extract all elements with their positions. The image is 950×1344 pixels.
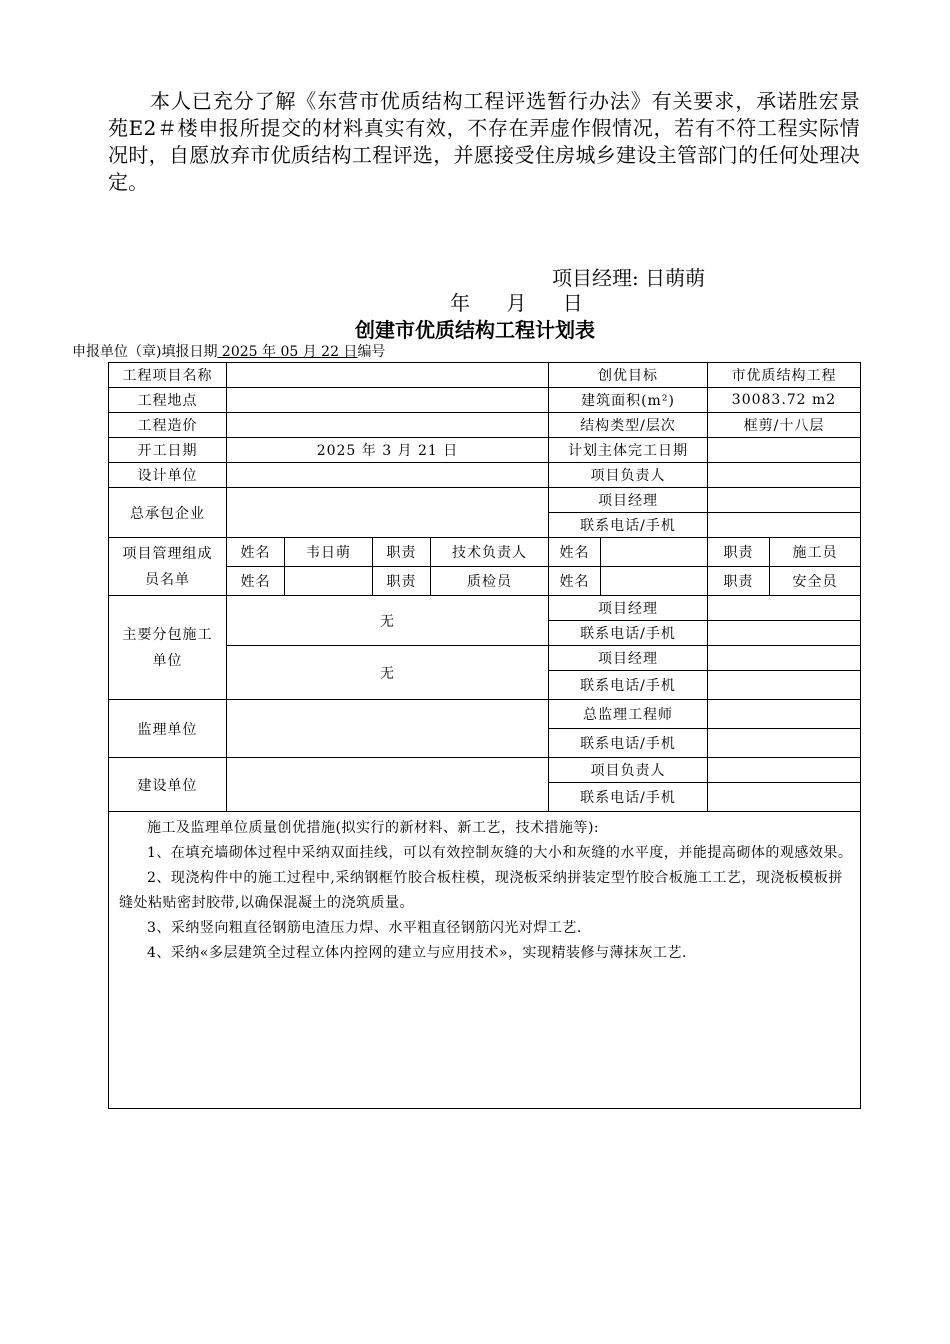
supervision-phone-label: 联系电话/手机 bbox=[549, 729, 708, 758]
measure-item: 3、采纳竖向粗直径钢筋电渣压力焊、水平粗直径钢筋闪光对焊工艺. bbox=[147, 920, 582, 936]
member-duty-label: 职责 bbox=[373, 538, 431, 567]
supervision-chief-label: 总监理工程师 bbox=[549, 700, 708, 729]
table-row bbox=[109, 812, 861, 1109]
supervision-chief-value bbox=[708, 700, 861, 729]
member-name-label: 姓名 bbox=[227, 567, 285, 596]
contractor-pm-value bbox=[708, 488, 861, 513]
table-row bbox=[109, 363, 861, 388]
measure-item: 1、在填充墙砌体过程中采纳双面挂线，可以有效控制灰缝的大小和灰缝的水平度，并能提高砌体的观感效果。 bbox=[147, 845, 853, 861]
member-duty: 质检员 bbox=[431, 567, 549, 596]
table-row bbox=[109, 538, 861, 567]
finish-date-label: 计划主体完工日期 bbox=[549, 438, 708, 463]
member-name bbox=[601, 538, 708, 567]
owner-label: 建设单位 bbox=[109, 758, 227, 812]
structure-value: 框剪/十八层 bbox=[708, 413, 861, 438]
member-name-label: 姓名 bbox=[549, 567, 601, 596]
date-month: 月 bbox=[506, 291, 527, 315]
contractor-phone-label: 联系电话/手机 bbox=[549, 513, 708, 538]
table-row bbox=[109, 388, 861, 413]
site-label: 工程地点 bbox=[109, 388, 227, 413]
member-name bbox=[601, 567, 708, 596]
apply-prefix: 申报单位（章)填报日期 bbox=[72, 344, 218, 360]
member-duty: 技术负责人 bbox=[431, 538, 549, 567]
design-lead-label: 项目负责人 bbox=[549, 463, 708, 488]
owner-phone-label: 联系电话/手机 bbox=[549, 783, 708, 812]
subcontractor-1-value: 无 bbox=[227, 596, 549, 646]
contractor-value bbox=[227, 488, 549, 538]
table-row bbox=[109, 438, 861, 463]
project-name-label: 工程项目名称 bbox=[109, 363, 227, 388]
owner-lead-value bbox=[708, 758, 861, 783]
member-name-label: 姓名 bbox=[549, 538, 601, 567]
table-row bbox=[109, 758, 861, 783]
subcontractor-2-value: 无 bbox=[227, 646, 549, 700]
subcontractor-label: 主要分包施工单位 bbox=[109, 596, 227, 700]
date-year: 年 bbox=[450, 291, 470, 315]
member-duty-label: 职责 bbox=[708, 567, 770, 596]
apply-date: 2025 年 05 月 22 日 bbox=[217, 344, 358, 360]
subcontractor-2-pm-label: 项目经理 bbox=[549, 646, 708, 671]
start-date-label: 开工日期 bbox=[109, 438, 227, 463]
supervision-phone-value bbox=[708, 729, 861, 758]
contractor-pm-label: 项目经理 bbox=[549, 488, 708, 513]
member-name: 韦日萌 bbox=[285, 538, 373, 567]
subcontractor-2-pm-value bbox=[708, 646, 861, 671]
apply-suffix: 编号 bbox=[357, 344, 386, 360]
member-duty-label: 职责 bbox=[708, 538, 770, 567]
contractor-phone-value bbox=[708, 513, 861, 538]
supervision-label: 监理单位 bbox=[109, 700, 227, 758]
table-row bbox=[109, 413, 861, 438]
goal-value: 市优质结构工程 bbox=[708, 363, 861, 388]
contractor-label: 总承包企业 bbox=[109, 488, 227, 538]
area-value: 30083.72 m2 bbox=[708, 388, 861, 413]
start-date-value: 2025 年 3 月 21 日 bbox=[227, 438, 549, 463]
form-title: 创建市优质结构工程计划表 bbox=[355, 318, 595, 342]
cost-value bbox=[227, 413, 549, 438]
member-duty: 施工员 bbox=[770, 538, 861, 567]
finish-date-value bbox=[708, 438, 861, 463]
supervision-value bbox=[227, 700, 549, 758]
member-name-label: 姓名 bbox=[227, 538, 285, 567]
member-name bbox=[285, 567, 373, 596]
signature-date bbox=[450, 287, 609, 316]
design-lead-value bbox=[708, 463, 861, 488]
measures-heading: 施工及监理单位质量创优措施(拟实行的新材料、新工艺，技术措施等): bbox=[147, 820, 600, 836]
subcontractor-2-phone-label: 联系电话/手机 bbox=[549, 671, 708, 700]
owner-value bbox=[227, 758, 549, 812]
structure-label: 结构类型/层次 bbox=[549, 413, 708, 438]
goal-label: 创优目标 bbox=[549, 363, 708, 388]
measure-item: 4、采纳«多层建筑全过程立体内控网的建立与应用技术»，实现精装修与薄抹灰工艺. bbox=[147, 945, 687, 961]
table-row bbox=[109, 488, 861, 513]
area-label: 建筑面积(m²) bbox=[549, 388, 708, 413]
measure-item: 2、现浇构件中的施工过程中,采纳钢框竹胶合板柱模，现浇板采纳拼装定型竹胶合板施工工艺，现浇板模板拼缝处粘贴密封胶带,以确保混凝土的浇筑质量。 bbox=[119, 870, 843, 911]
owner-lead-label: 项目负责人 bbox=[549, 758, 708, 783]
design-unit-label: 设计单位 bbox=[109, 463, 227, 488]
table-row bbox=[109, 700, 861, 729]
cost-label: 工程造价 bbox=[109, 413, 227, 438]
quality-measures bbox=[109, 812, 861, 1109]
design-unit-value bbox=[227, 463, 549, 488]
subcontractor-1-pm-label: 项目经理 bbox=[549, 596, 708, 621]
plan-table bbox=[108, 362, 861, 1109]
table-row bbox=[109, 596, 861, 621]
table-row bbox=[109, 463, 861, 488]
owner-phone-value bbox=[708, 783, 861, 812]
subcontractor-1-phone-label: 联系电话/手机 bbox=[549, 621, 708, 646]
member-duty: 安全员 bbox=[770, 567, 861, 596]
subcontractor-1-phone-value bbox=[708, 621, 861, 646]
subcontractor-2-phone-value bbox=[708, 671, 861, 700]
pledge-paragraph: 本人已充分了解《东营市优质结构工程评选暂行办法》有关要求，承诺胜宏景苑E2＃楼申报所提交的材料真实有效，不存在弄虚作假情况，若有不符工程实际情况时，自愿放弃市优质结构工程评选，并愿接受住房城乡建设主管部门的任何处理决定。 bbox=[108, 89, 860, 194]
site-value bbox=[227, 388, 549, 413]
apply-info-line bbox=[72, 341, 385, 361]
signature-label: 项目经理: 日萌萌 bbox=[552, 266, 706, 290]
subcontractor-1-pm-value bbox=[708, 596, 861, 621]
date-day: 日 bbox=[562, 291, 583, 315]
team-label: 项目管理组成员名单 bbox=[109, 538, 227, 596]
project-name-value bbox=[227, 363, 549, 388]
member-duty-label: 职责 bbox=[373, 567, 431, 596]
